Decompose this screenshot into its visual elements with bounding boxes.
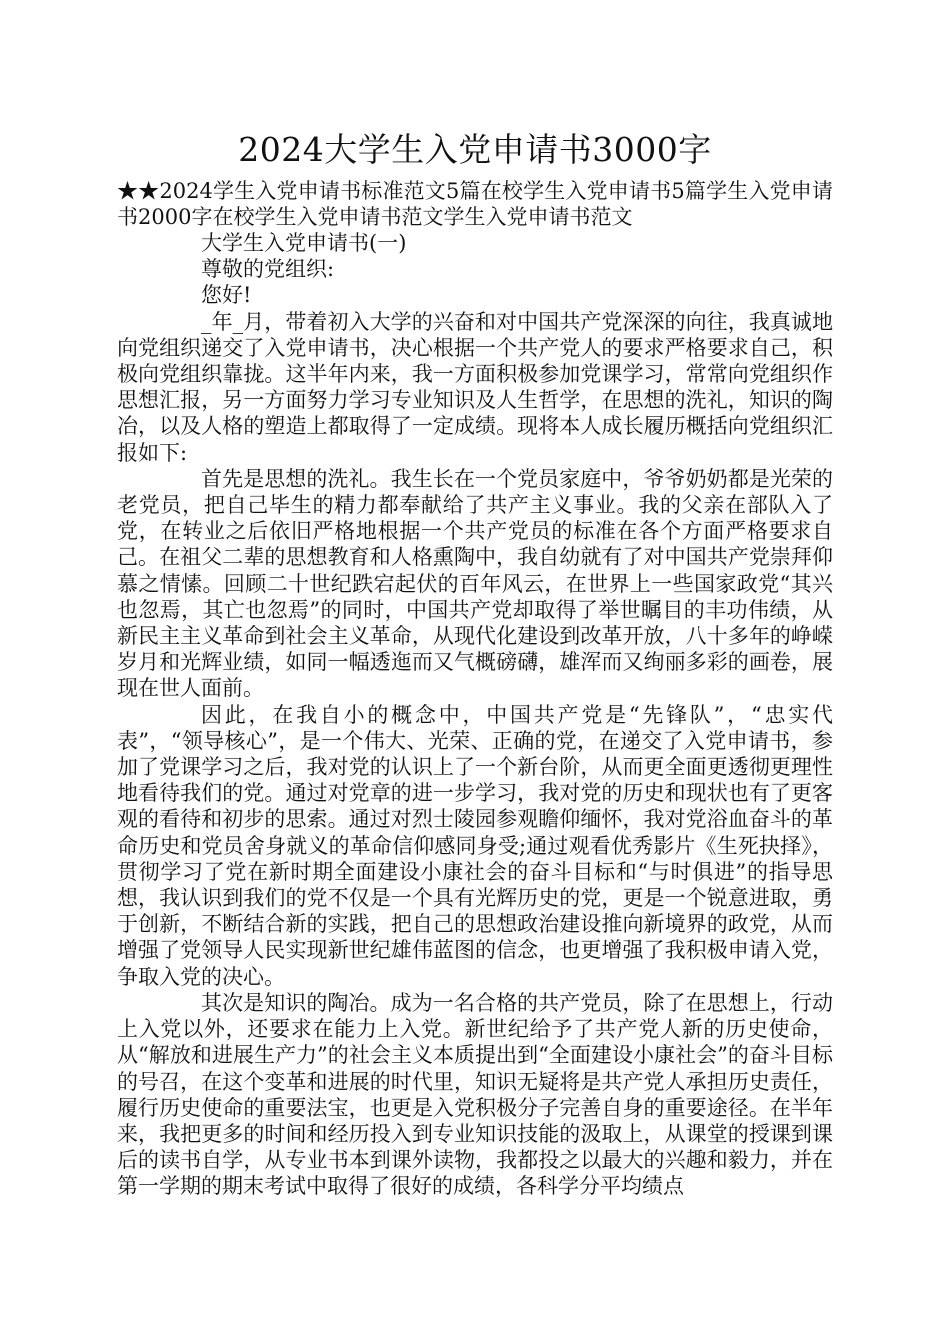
salutation: 尊敬的党组织: (201, 257, 335, 282)
section-heading: 大学生入党申请书(一) (201, 231, 407, 255)
document-subtitle: ★★2024学生入党申请书标准范文5篇在校学生入党申请书5篇学生入党申请书2000字在校学生入党申请书范文学生入党申请书范文 (117, 179, 833, 229)
body-paragraph: 其次是知识的陶冶。成为一名合格的共产党员，除了在思想上，行动上入党以外，还要求在能力上入党。新世纪给予了共产党人新的历史使命，从“解放和进展生产力”的社会主义本质提出到“全面建设小康社会”的奋斗目标的号召，在这个变革和进展的时代里，知识无疑将是共产党人承担历史责任，履行历史使命的重要法宝，也更是入党积极分子完善自身的重要途径。在半年来，我把更多的时间和经历投入到专业知识技能的汲取上，从课堂的授课到课后的读书自学，从专业书本到课外读物，我都投之以最大的兴趣和毅力，并在第一学期的期末考试中取得了很好的成绩，各科学分平均绩点 (117, 990, 833, 1199)
body-paragraph: 首先是思想的洗礼。我生长在一个党员家庭中，爷爷奶奶都是光荣的老党员，把自己毕生的精力都奉献给了共产主义事业。我的父亲在部队入了党，在转业之后依旧严格地根据一个共产党员的标准在各个方面严格要求自己。在祖父二辈的思想教育和人格熏陶中，我自幼就有了对中国共产党崇拜仰慕之情愫。回顾二十世纪跌宕起伏的百年风云，在世界上一些国家政党“其兴也忽焉，其亡也忽焉”的同时，中国共产党却取得了举世瞩目的丰功伟绩，从新民主主义革命到社会主义革命，从现代化建设到改革开放，八十多年的峥嵘岁月和光辉业绩，如同一幅透迤而又气概磅礴，雄浑而又绚丽多彩的画卷，展现在世人面前。 (117, 466, 833, 701)
document-title: 2024大学生入党申请书3000字 (238, 130, 712, 169)
body-paragraph: 因此，在我自小的概念中，中国共产党是“先锋队”，“忠实代表”，“领导核心”，是一个伟大、光荣、正确的党，在递交了入党申请书，参加了党课学习之后，我对党的认识上了一个新台阶，从而更全面更透彻更理性地看待我们的党。通过对党章的进一步学习，我对党的历史和现状也有了更客观的看待和初步的思索。通过对烈士陵园参观瞻仰缅怀，我对党浴血奋斗的革命历史和党员舍身就义的革命信仰感同身受;通过观看优秀影片《生死抉择》，贯彻学习了党在新时期全面建设小康社会的奋斗目标和“与时俱进”的指导思想，我认识到我们的党不仅是一个具有光辉历史的党，更是一个锐意进取，勇于创新，不断结合新的实践，把自己的思想政治建设推向新境界的政党，从而增强了党领导人民实现新世纪雄伟蓝图的信念，也更增强了我积极申请入党，争取入党的决心。 (117, 702, 833, 989)
document-page (117, 128, 833, 1200)
body-paragraph: _年_月，带着初入大学的兴奋和对中国共产党深深的向往，我真诚地向党组织递交了入党申请书，决心根据一个共产党人的要求严格要求自己，积极向党组织靠拢。这半年内来，我一方面积极参加党课学习，常常向党组织作思想汇报，另一方面努力学习专业知识及人生哲学，在思想的洗礼，知识的陶冶，以及人格的塑造上都取得了一定成绩。现将本人成长履历概括向党组织汇报如下: (117, 309, 833, 465)
greeting: 您好! (201, 283, 252, 308)
